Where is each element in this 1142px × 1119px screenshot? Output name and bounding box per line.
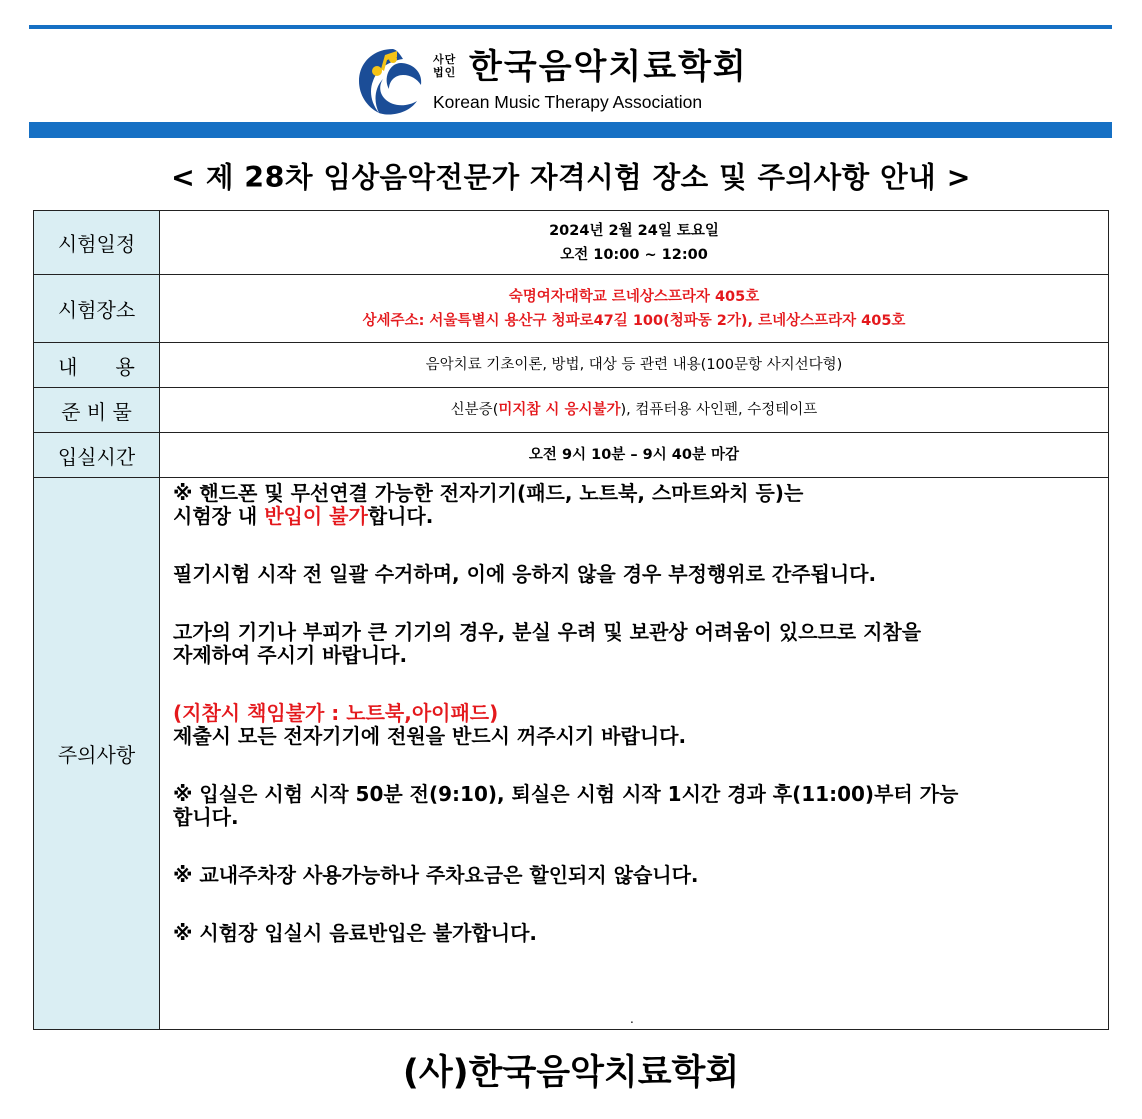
venue-label: 시험장소	[34, 275, 160, 343]
exam-info-table	[33, 210, 1109, 1030]
entry-value: 오전 9시 10분 – 9시 40분 마감	[160, 433, 1109, 478]
footer-org-name: (사)한국음악치료학회	[402, 1053, 740, 1093]
entry-label: 입실시간	[34, 433, 160, 478]
note-electronics-line2	[173, 505, 1098, 528]
schedule-label: 시험일정	[34, 211, 160, 275]
org-logo	[357, 45, 787, 117]
table-row-content	[34, 343, 1109, 388]
supplies-label: 준 비 물	[34, 388, 160, 433]
venue-value	[160, 275, 1109, 343]
content-value: 음악치료 기초이론, 방법, 대상 등 관련 내용(100문항 사지선다형)	[160, 343, 1109, 388]
note-entry-exit-line2: 합니다.	[173, 805, 239, 829]
header-bottom-rule	[29, 122, 1112, 138]
schedule-value	[160, 211, 1109, 275]
supplies-value	[160, 388, 1109, 433]
schedule-date: 2024년 2월 24일 토요일	[549, 222, 719, 239]
content-label: 내 용	[34, 343, 160, 388]
schedule-time: 오전 10:00 ~ 12:00	[560, 246, 708, 263]
header	[29, 29, 1112, 122]
corp-label-line1: 사단	[433, 53, 457, 66]
venue-address: 상세주소: 서울특별시 용산구 청파로47길 100(청파동 2가), 르네상스프라자 405호	[362, 312, 906, 329]
corp-label	[433, 53, 461, 79]
document-title: < 제 28차 임상음악전문가 자격시험 장소 및 주의사항 안내 >	[171, 161, 971, 194]
supplies-suffix: ), 컴퓨터용 사인펜, 수정테이프	[620, 402, 818, 418]
table-row-supplies	[34, 388, 1109, 433]
org-name-english: Korean Music Therapy Association	[433, 92, 703, 112]
supplies-prefix: 신분증(	[450, 402, 499, 418]
supplies-warning: 미지참 시 응시불가	[498, 402, 621, 418]
note-parking: ※ 교내주차장 사용가능하나 주차요금은 할인되지 않습니다.	[173, 863, 699, 887]
note-electronics-line1: ※ 핸드폰 및 무선연결 가능한 전자기기(패드, 노트북, 스마트와치 등)는	[173, 481, 804, 505]
note-liability-warning: (지참시 책임불가 : 노트북,아이패드)	[173, 701, 499, 725]
table-row-venue	[34, 275, 1109, 343]
notes-label: 주의사항	[34, 478, 160, 1030]
note-electronics-prefix: 시험장 내	[173, 504, 265, 528]
note-valuables-line2: 자제하여 주시기 바랍니다.	[173, 643, 408, 667]
note-electronics-warning: 반입이 불가	[264, 504, 368, 528]
org-name-korean: 한국음악치료학회	[469, 47, 748, 87]
table-row-schedule	[34, 211, 1109, 275]
table-row-entry	[34, 433, 1109, 478]
note-power-off: 제출시 모든 전자기기에 전원을 반드시 꺼주시기 바랍니다.	[173, 724, 687, 748]
note-entry-exit-line1: ※ 입실은 시험 시작 50분 전(9:10), 퇴실은 시험 시작 1시간 경과 후(11:00)부터 가능	[173, 782, 959, 806]
trailing-mark: .	[630, 1012, 634, 1026]
music-note-logo-icon	[357, 45, 429, 117]
note-beverages: ※ 시험장 입실시 음료반입은 불가합니다.	[173, 921, 538, 945]
notes-value	[160, 478, 1109, 1030]
note-valuables-line1: 고가의 기기나 부피가 큰 기기의 경우, 분실 우려 및 보관상 어려움이 있으므로 지참을	[173, 620, 922, 644]
note-electronics-suffix: 합니다.	[367, 504, 434, 528]
venue-name: 숙명여자대학교 르네상스프라자 405호	[508, 288, 760, 305]
note-collection: 필기시험 시작 전 일괄 수거하며, 이에 응하지 않을 경우 부정행위로 간주됩니다.	[173, 562, 877, 586]
corp-label-line2: 법인	[433, 66, 457, 79]
table-row-notes	[34, 478, 1109, 1030]
org-name-block	[433, 47, 793, 117]
